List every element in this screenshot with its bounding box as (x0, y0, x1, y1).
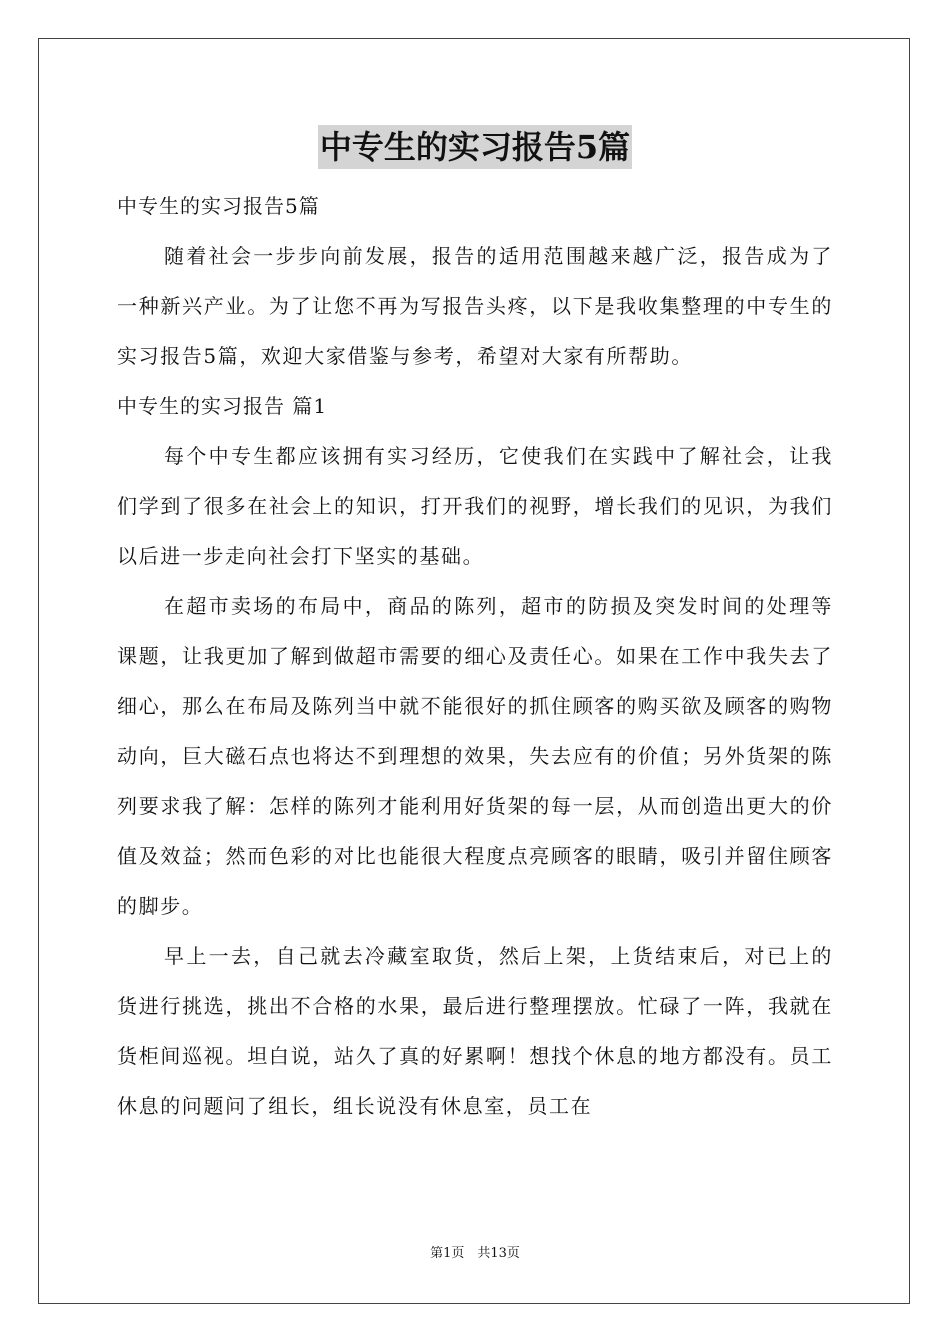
section-paragraph-2: 在超市卖场的布局中，商品的陈列，超市的防损及突发时间的处理等课题，让我更加了解到做超市需要的细心及责任心。如果在工作中我失去了细心，那么在布局及陈列当中就不能很好的抓住顾客的购买欲及顾客的购物动向，巨大磁石点也将达不到理想的效果，失去应有的价值；另外货架的陈列要求我了解：怎样的陈列才能利用好货架的每一层，从而创造出更大的价值及效益；然而色彩的对比也能很大程度点亮顾客的眼睛，吸引并留住顾客的脚步。 (117, 594, 833, 918)
section-heading: 中专生的实习报告 篇1 (117, 394, 328, 418)
document-title (117, 123, 833, 171)
intro-paragraph: 随着社会一步步向前发展，报告的适用范围越来越广泛，报告成为了一种新兴产业。为了让您不再为写报告头疼，以下是我收集整理的中专生的实习报告5篇，欢迎大家借鉴与参考，希望对大家有所帮助。 (117, 244, 833, 368)
document-title-text: 中专生的实习报告5篇 (318, 125, 632, 169)
document-body (117, 123, 833, 1131)
section-paragraph-3: 早上一去，自己就去冷藏室取货，然后上架，上货结束后，对已上的货进行挑选，挑出不合格的水果，最后进行整理摆放。忙碌了一阵，我就在货柜间巡视。坦白说，站久了真的好累啊！想找个休息的地方都没有。员工休息的问题问了组长，组长说没有休息室，员工在 (117, 944, 833, 1118)
document-subtitle: 中专生的实习报告5篇 (117, 194, 320, 218)
section-paragraph-1: 每个中专生都应该拥有实习经历，它使我们在实践中了解社会，让我们学到了很多在社会上的知识，打开我们的视野，增长我们的见识，为我们以后进一步走向社会打下坚实的基础。 (117, 444, 833, 568)
page-footer: 第1页 共13页 (430, 1246, 520, 1261)
